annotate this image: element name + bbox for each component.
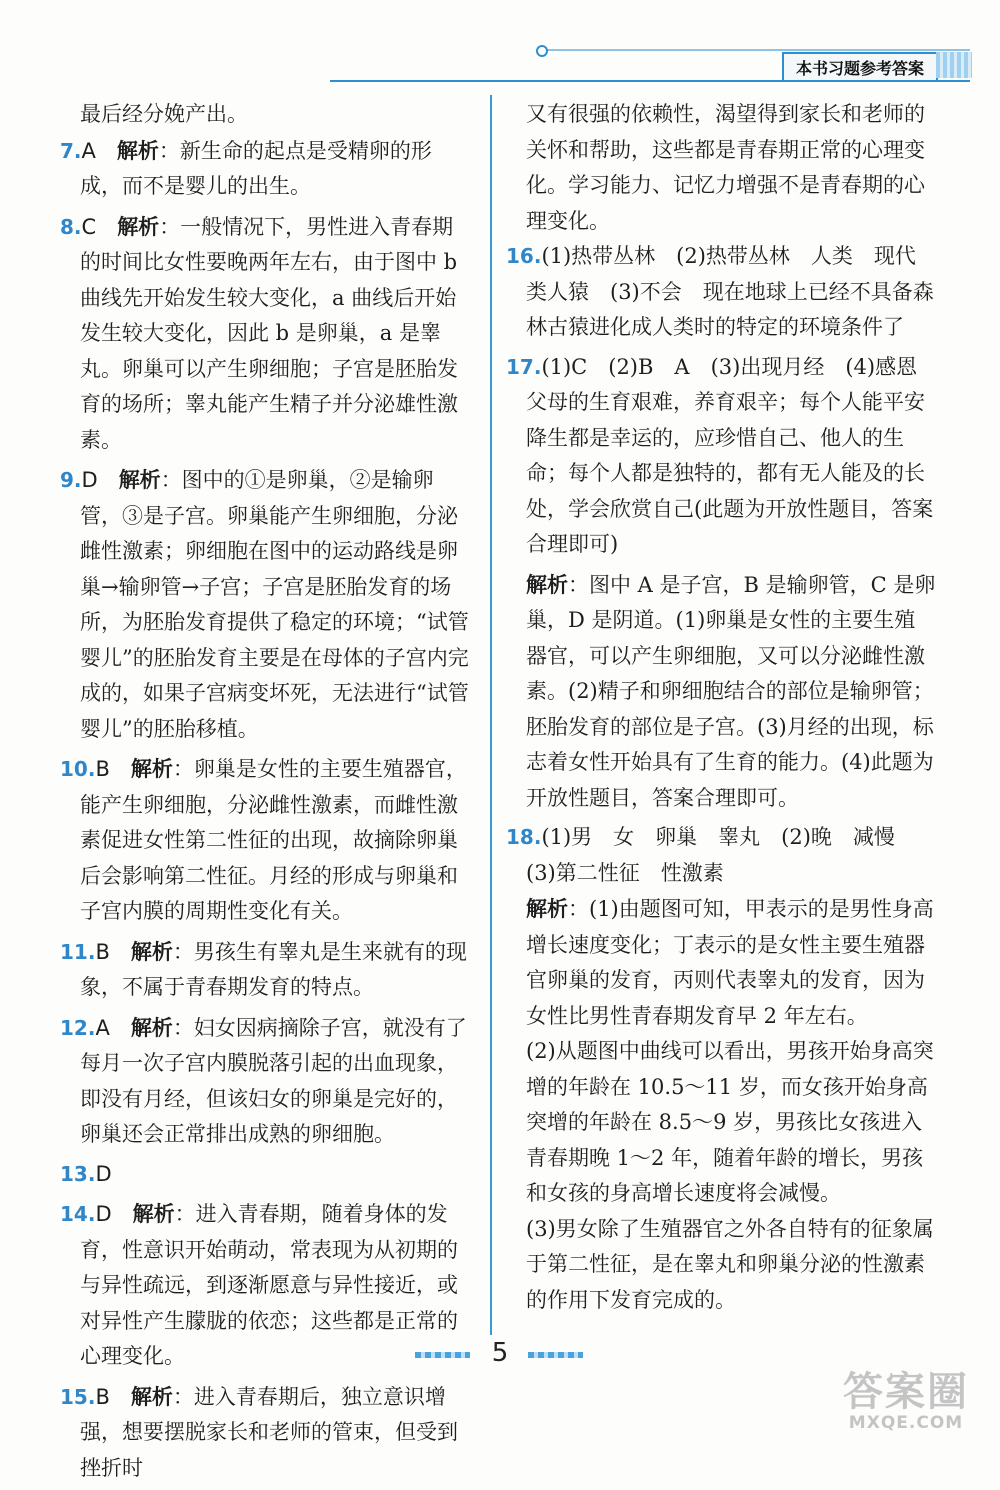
analysis-18: 解析：(1)由题图可知，甲表示的是男性身高增长速度变化；丁表示的是女性主要生殖器官卵巢的发育，丙则代表睾丸的发育，因为女性比男性青春期发育早 2 年左右。: [526, 896, 934, 1028]
analysis-18-part2: (2)从题图中曲线可以看出，男孩开始身高突增的年龄在 10.5～11 岁，而女孩开始身高突增的年龄在 8.5～9 岁，男孩比女孩进入青春期晚 1～2 年，随着年龄的增长，男孩和女孩的身高增长速度将会减慢。: [526, 1039, 934, 1205]
analysis-18-part3: (3)男女除了生殖器官之外各自特有的征象属于第二性征，是在睾丸和卵巢分泌的性激素的作用下发育完成的。: [526, 1216, 934, 1312]
answer-item-13: 13.D: [60, 1161, 112, 1186]
header-rule: [330, 80, 970, 82]
page-number: 5: [491, 1338, 509, 1368]
header-title: 本书习题参考答案: [782, 52, 938, 80]
watermark-logo: [826, 1360, 986, 1433]
analysis-17: 解析：图中 A 是子宫，B 是输卵管，C 是卵巢，D 是阴道。(1)卵巢是女性的主要生殖器官，可以产生卵细胞，又可以分泌雌性激素。(2)精子和卵细胞结合的部位是输卵管；胚胎发育的部位是子宫。(3)月经的出现，标志着女性开始具有了生育的能力。(4)此题为开放性题目，答案合理即可。: [526, 571, 936, 810]
watermark-line2: MXQE.COM: [848, 1413, 964, 1433]
answer-item-17: 17.(1)C (2)B A (3)出现月经 (4)感恩父母的生育艰难，养育艰辛；每个人能平安降生都是幸运的，应珍惜自己、他人的生命；每个人都是独特的，都有无人能及的长处，学会欣赏自己(此题为开放性题目，答案合理即可): [506, 354, 934, 556]
answer-item-14: 14.D 解析：进入青春期，随着身体的发育，性意识开始萌动，常表现为从初期的与异性疏远，到逐渐愿意与异性接近，或对异性产生朦胧的依恋；这些都是正常的心理变化。: [60, 1201, 458, 1368]
left-column: [60, 97, 472, 1490]
answer-item-12: 12.A 解析：妇女因病摘除子宫，就没有了每月一次子宫内膜脱落引起的出血现象，即没有月经，但该妇女的卵巢是完好的，卵巢还会正常排出成熟的卵细胞。: [60, 1014, 467, 1146]
answer-18-line2: (3)第二性征 性激素: [526, 860, 724, 885]
header-stripes-decoration: [936, 52, 972, 78]
column-divider: [490, 95, 492, 1335]
footer-bar-left: [415, 1352, 470, 1358]
right-column: [506, 97, 936, 1318]
answer-item-16: 16.(1)热带丛林 (2)热带丛林 人类 现代类人猿 (3)不会 现在地球上已经不具备森林古猿进化成人类时的特定的环境条件了: [506, 244, 934, 339]
watermark-line1: 答案圈: [843, 1369, 969, 1415]
answer-item-8: 8.C 解析：一般情况下，男性进入青春期的时间比女性要晚两年左右，由于图中 b 曲线先开始发生较大变化，a 曲线后开始发生较大变化，因此 b 是卵巢，a 是睾丸。卵巢可以产生卵细胞；子宫是胚胎发育的场所；睾丸能产生精子并分泌雄性激素。: [60, 213, 458, 452]
header-dot-icon: [536, 45, 548, 57]
answer-item-10: 10.B 解析：卵巢是女性的主要生殖器官，能产生卵细胞，分泌雌性激素，而雌性激素促进女性第二性征的出现，故摘除卵巢后会影响第二性征。月经的形成与卵巢和子宫内膜的周期性变化有关。: [60, 756, 467, 923]
answer-item-18: 18.(1)男 女 卵巢 睾丸 (2)晚 减慢: [506, 825, 895, 849]
footer-bar-right: [528, 1352, 583, 1358]
answer-item-11: 11.B 解析：男孩生有睾丸是生来就有的现象，不属于青春期发育的特点。: [60, 938, 467, 999]
continuation-text: 又有很强的依赖性，渴望得到家长和老师的关怀和帮助，这些都是青春期正常的心理变化。学习能力、记忆力增强不是青春期的心理变化。: [526, 102, 925, 233]
header-rule-thin: [540, 49, 970, 51]
answer-item-7: 7.A 解析：新生命的起点是受精卵的形成，而不是婴儿的出生。: [60, 137, 432, 198]
answer-item-15: 15.B 解析：进入青春期后，独立意识增强，想要摆脱家长和老师的管束，但受到挫折时: [60, 1383, 458, 1480]
answer-item-9: 9.D 解析：图中的①是卵巢，②是输卵管，③是子宫。卵巢能产生卵细胞，分泌雌性激素；卵细胞在图中的运动路线是卵巢→输卵管→子宫；子宫是胚胎发育的场所，为胚胎发育提供了稳定的环境；“试管婴儿”的胚胎发育主要是在母体的子宫内完成的，如果子宫病变坏死，无法进行“试管婴儿”的胚胎移植。: [60, 467, 469, 741]
intro-text: 最后经分娩产出。: [80, 102, 248, 126]
